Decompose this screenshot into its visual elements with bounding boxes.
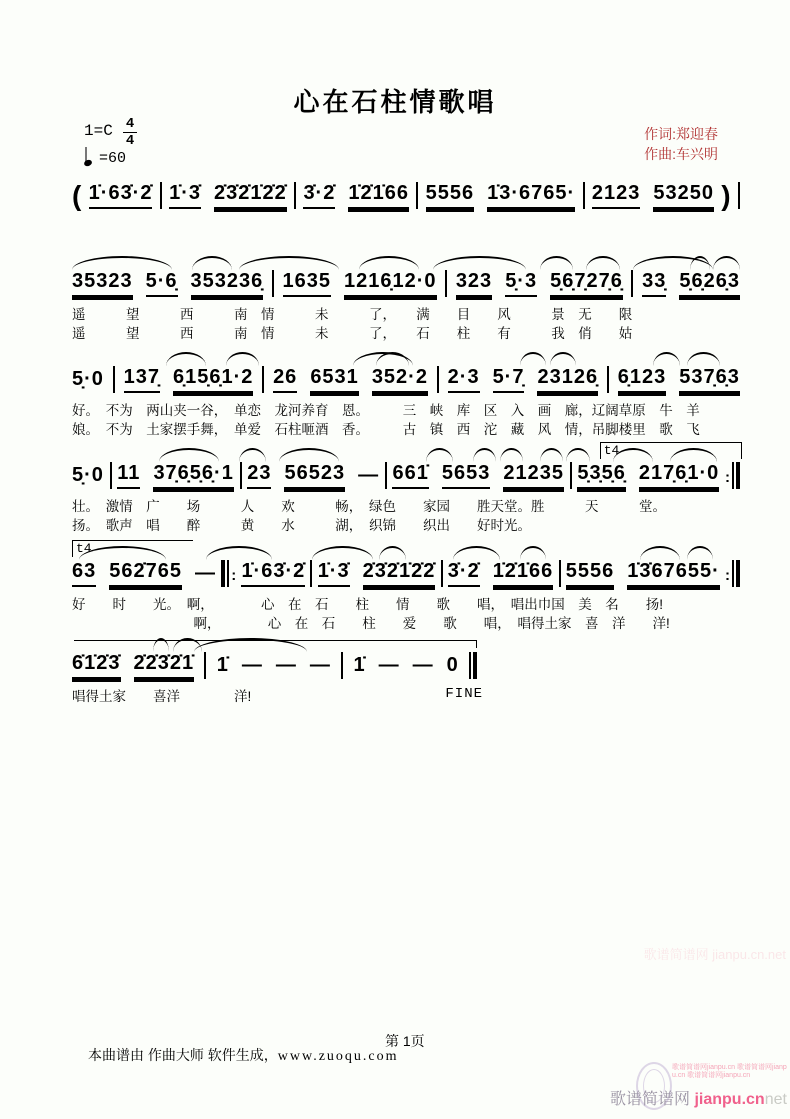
slur-arc bbox=[586, 256, 619, 270]
note-group: 1̇·3̇ bbox=[169, 182, 201, 209]
barline bbox=[385, 462, 387, 489]
barline-stroke bbox=[732, 462, 734, 489]
note-group: — bbox=[309, 654, 331, 676]
lyrics-line: 遥 望 西 南 情 未 了， 满 目 风 景 无 限 bbox=[72, 307, 633, 322]
music-system bbox=[72, 160, 740, 209]
notes-row bbox=[72, 652, 477, 679]
song-title: 心在石柱情歌唱 bbox=[293, 87, 497, 117]
generator-credit bbox=[88, 1045, 399, 1065]
barline bbox=[272, 270, 274, 297]
slur-arc bbox=[566, 448, 589, 462]
measure bbox=[241, 560, 305, 587]
note-group: 5̣6̣7̣27̣6̣ bbox=[550, 270, 623, 297]
note-group: 5̣·0 bbox=[72, 368, 104, 390]
measure bbox=[169, 182, 287, 209]
barline bbox=[341, 652, 343, 679]
barline bbox=[469, 652, 477, 679]
note-group: 2̇2̇3̇2̇1̇ bbox=[134, 652, 195, 679]
measure bbox=[592, 182, 714, 209]
note-group: 562̇765 bbox=[109, 560, 182, 587]
note-group: 1̇3̇67655· bbox=[627, 560, 720, 587]
barline-stroke bbox=[441, 560, 443, 587]
note-group: 5556 bbox=[426, 182, 475, 209]
measure bbox=[72, 652, 194, 679]
slur-arc bbox=[206, 546, 273, 560]
note-group: 5653 bbox=[442, 462, 491, 489]
barline-stroke bbox=[631, 270, 633, 297]
measure bbox=[456, 270, 623, 297]
measure bbox=[124, 366, 254, 393]
slur-arc bbox=[226, 352, 259, 366]
barline-stroke bbox=[416, 182, 418, 209]
slur-arc bbox=[540, 448, 563, 462]
note-group: 1635 bbox=[283, 270, 332, 297]
generator-url: www.zuoqu.com bbox=[277, 1049, 399, 1064]
measure bbox=[217, 654, 331, 679]
lyrics-line: 啊， 心 在 石 柱 爱 歌 唱， 唱得土家 喜 洋 洋! bbox=[72, 616, 670, 631]
measure bbox=[117, 462, 234, 489]
measure bbox=[566, 560, 720, 587]
note-group: — bbox=[378, 654, 400, 676]
barline-stroke-thick bbox=[736, 560, 740, 587]
barline-stroke bbox=[262, 366, 264, 393]
slur-arc bbox=[433, 256, 527, 270]
barline-stroke-thick bbox=[736, 462, 740, 489]
note-group: 6531 bbox=[310, 366, 359, 393]
measure bbox=[448, 560, 554, 587]
notes-row bbox=[72, 366, 740, 393]
note-group: 63 bbox=[72, 560, 96, 587]
measure bbox=[72, 270, 263, 297]
note-group: 2̇3̇2̇1̇2̇2̇ bbox=[214, 182, 287, 209]
note-group: 1̇·63̇·2̇ bbox=[89, 182, 153, 209]
slur-arc bbox=[279, 448, 339, 462]
slur-arc bbox=[239, 256, 339, 270]
key-signature bbox=[84, 116, 137, 149]
measure bbox=[392, 462, 564, 489]
barline bbox=[294, 182, 296, 209]
watermark-corner bbox=[610, 1058, 788, 1116]
note-group: 1̇2̇1̇66 bbox=[348, 182, 409, 209]
page-number: 第 1页 bbox=[385, 1033, 425, 1049]
note-group: 5̣3̣5̣6̣ bbox=[577, 462, 626, 489]
note-group: 537̣6̣3 bbox=[679, 366, 740, 393]
barline bbox=[437, 366, 439, 393]
watermark-tiny-text: 歌谱简谱网jianpu.cn 歌谱简谱网jianpu.cn 歌谱简谱网jianpu.cn bbox=[672, 1064, 787, 1079]
lyricist-credit: 作词:郑迎春 bbox=[644, 126, 718, 142]
slur-arc bbox=[359, 256, 419, 270]
measure bbox=[642, 270, 740, 297]
note-group: 6̣15̣6̣1·2 bbox=[173, 366, 253, 393]
note-group: 1̇2̇1̇66 bbox=[493, 560, 554, 587]
note-group: — bbox=[412, 654, 434, 676]
barline-stroke-thick bbox=[473, 652, 477, 679]
barline-stroke bbox=[583, 182, 585, 209]
slur-arc bbox=[379, 546, 406, 560]
time-signature-top: 4 bbox=[123, 117, 137, 133]
music-system bbox=[72, 344, 740, 438]
fine-label: FINE bbox=[445, 686, 483, 702]
watermark-side: 歌谱简谱网 jianpu.cn.net bbox=[643, 947, 786, 962]
slur-arc bbox=[520, 352, 547, 366]
note-group: 23126̣ bbox=[537, 366, 598, 393]
barline bbox=[110, 462, 112, 489]
barline bbox=[631, 270, 633, 297]
note-group: — bbox=[241, 654, 263, 676]
barline-stroke bbox=[294, 182, 296, 209]
barline-stroke bbox=[113, 366, 115, 393]
measure bbox=[577, 462, 719, 489]
barline-stroke bbox=[437, 366, 439, 393]
repeat-dots: : bbox=[724, 469, 730, 486]
note-group: 1̇3·6765· bbox=[487, 182, 575, 209]
measure bbox=[72, 560, 216, 587]
notes-row bbox=[72, 182, 740, 209]
slur-arc bbox=[192, 256, 232, 270]
note-group: 2̇3̇2̇1̇2̇2̇ bbox=[363, 560, 436, 587]
slur-arc bbox=[520, 546, 547, 560]
note-group: 2·3 bbox=[448, 366, 480, 393]
slur-arc bbox=[653, 352, 680, 366]
repeat-dots: : bbox=[231, 567, 237, 584]
barline-stroke bbox=[240, 462, 242, 489]
barline bbox=[445, 270, 447, 297]
barline bbox=[416, 182, 418, 209]
lyrics-line: 唱得土家 喜洋 洋! bbox=[72, 689, 252, 704]
barline-stroke bbox=[272, 270, 274, 297]
note-group: 5556 bbox=[566, 560, 615, 587]
barline bbox=[113, 366, 115, 393]
note-group: 5̣·0 bbox=[72, 464, 104, 486]
barline-stroke bbox=[204, 652, 206, 679]
note-group: 1̇·63̇·2̇ bbox=[241, 560, 305, 587]
note-group: 35323 bbox=[72, 270, 133, 297]
time-signature-bottom: 4 bbox=[125, 133, 135, 149]
slur-arc bbox=[540, 256, 573, 270]
barline bbox=[738, 182, 740, 209]
slur-arc bbox=[453, 546, 500, 560]
barline-stroke bbox=[341, 652, 343, 679]
note-group: 53250 bbox=[653, 182, 714, 209]
notes-row bbox=[72, 462, 740, 489]
volta-label: t4 bbox=[603, 443, 620, 458]
barline bbox=[160, 182, 162, 209]
note-group: 137̣ bbox=[124, 366, 160, 393]
tempo-value: =60 bbox=[99, 150, 127, 167]
barline-stroke bbox=[110, 462, 112, 489]
open-paren: ( bbox=[72, 180, 82, 211]
slur-arc bbox=[500, 448, 523, 462]
barline-stroke bbox=[570, 462, 572, 489]
note-group: 0 bbox=[446, 654, 459, 676]
barline bbox=[240, 462, 242, 489]
barline-stroke bbox=[559, 560, 561, 587]
note-group: 5·7̣ bbox=[493, 366, 525, 393]
barline-stroke bbox=[385, 462, 387, 489]
watermark-site-net: net bbox=[764, 1091, 787, 1108]
measure bbox=[89, 182, 153, 209]
barline-stroke bbox=[738, 182, 740, 209]
credits bbox=[644, 124, 718, 164]
barline-stroke bbox=[607, 366, 609, 393]
close-paren: ) bbox=[721, 180, 731, 211]
lyrics-line: 扬。 歌声 唱 醉 黄 水 湖， 织锦 织出 好时光。 bbox=[72, 518, 531, 533]
note-group: 23 bbox=[247, 462, 271, 489]
measure bbox=[72, 464, 104, 489]
note-group: 56523 bbox=[284, 462, 345, 489]
key-label: 1=C bbox=[84, 122, 113, 140]
note-group: 6̇1̇2̇3̇ bbox=[72, 652, 121, 679]
note-group: 5·6̣ bbox=[146, 270, 178, 297]
watermark-site-name bbox=[610, 1086, 787, 1109]
measure bbox=[303, 182, 409, 209]
barline bbox=[441, 560, 443, 587]
note-group: 21235 bbox=[503, 462, 564, 489]
note-group: 1216̣12·0 bbox=[344, 270, 437, 297]
barline bbox=[559, 560, 561, 587]
measure bbox=[247, 462, 379, 489]
time-signature bbox=[123, 117, 137, 148]
barline bbox=[725, 462, 740, 489]
note-group: 5̣6̣26̣3 bbox=[679, 270, 740, 297]
repeat-dots: : bbox=[725, 567, 730, 584]
measure bbox=[426, 182, 576, 209]
slur-arc bbox=[239, 448, 266, 462]
slur-arc bbox=[690, 256, 710, 270]
generator-credit-text: 本曲谱由 作曲大师 软件生成， bbox=[88, 1047, 278, 1063]
composer-credit: 作曲:车兴明 bbox=[644, 146, 718, 162]
barline-stroke bbox=[310, 560, 312, 587]
barline bbox=[725, 560, 740, 587]
note-group: 353236̣ bbox=[191, 270, 264, 297]
volta-label: t4 bbox=[76, 541, 92, 556]
watermark-site-pink: jianpu.cn bbox=[694, 1091, 765, 1108]
note-group: 1̇ bbox=[353, 654, 366, 676]
measure bbox=[353, 654, 458, 679]
lyrics-line: 好。 不为 两山夹一谷， 单恋 龙河养育 恩。 三 峡 库 区 入 画 廊，辽阔草原 牛 羊 bbox=[72, 403, 700, 418]
slur-arc bbox=[166, 352, 206, 366]
note-group: — bbox=[275, 654, 297, 676]
slur-arc bbox=[159, 448, 219, 462]
note-group: 2123 bbox=[592, 182, 641, 209]
measure bbox=[618, 366, 740, 393]
barline bbox=[221, 560, 236, 587]
notes-row bbox=[72, 270, 740, 297]
barline bbox=[570, 462, 572, 489]
watermark-site-gray: 歌谱简谱网 bbox=[610, 1091, 691, 1108]
slur-arc bbox=[426, 448, 453, 462]
note-group: 5̣·3 bbox=[505, 270, 537, 297]
note-group: 37̣6̣5̣6̣·1 bbox=[153, 462, 233, 489]
notes-row bbox=[72, 560, 740, 587]
slur-arc bbox=[640, 546, 680, 560]
barline-stroke bbox=[445, 270, 447, 297]
barline-stroke bbox=[732, 560, 734, 587]
measure bbox=[318, 560, 436, 587]
lyrics-line: 遥 望 西 南 情 未 了， 石 柱 有 我 俏 姑 bbox=[72, 326, 633, 341]
measure bbox=[273, 366, 428, 393]
note-group: 217̣6̣1·0 bbox=[639, 462, 719, 489]
note-group: 661̇ bbox=[392, 462, 428, 489]
measure bbox=[283, 270, 437, 297]
barline-stroke bbox=[227, 560, 229, 587]
slur-arc bbox=[550, 352, 577, 366]
barline bbox=[607, 366, 609, 393]
barline bbox=[262, 366, 264, 393]
lyrics-line: 娘。 不为 土家摆手舞， 单爱 石柱咂酒 香。 古 镇 西 沱 藏 风 情，吊脚楼里 歌 飞 bbox=[72, 422, 700, 437]
measure bbox=[72, 368, 104, 393]
note-group: 33̣ bbox=[642, 270, 666, 297]
note-group: 11 bbox=[117, 462, 140, 489]
note-group: 6̣123 bbox=[618, 366, 667, 393]
lyrics-line: 壮。 激情 广 场 人 欢 畅， 绿色 家园 胜天堂。胜 天 堂。 bbox=[72, 499, 666, 514]
music-system bbox=[72, 538, 740, 632]
note-group: 3̇·2̇ bbox=[303, 182, 335, 209]
slur-arc bbox=[312, 546, 372, 560]
note-group: — bbox=[195, 562, 216, 584]
note-group: 1̇·3̇ bbox=[318, 560, 350, 587]
barline bbox=[310, 560, 312, 587]
note-group: 352·2 bbox=[372, 366, 428, 393]
slur-arc bbox=[473, 448, 496, 462]
note-group: 26 bbox=[273, 366, 297, 393]
slur-arc bbox=[687, 352, 720, 366]
barline bbox=[583, 182, 585, 209]
music-system bbox=[72, 248, 740, 342]
barline bbox=[204, 652, 206, 679]
music-system bbox=[72, 440, 740, 534]
lyrics-line: 好 时 光。 啊， 心 在 石 柱 情 歌 唱， 唱出巾国 美 名 扬! bbox=[72, 597, 663, 612]
note-group: 3̇·2̇ bbox=[448, 560, 480, 587]
slur-arc bbox=[687, 546, 714, 560]
slur-arc bbox=[713, 256, 740, 270]
note-group: — bbox=[358, 464, 380, 486]
slur-arc bbox=[72, 256, 172, 270]
music-system bbox=[72, 630, 483, 705]
barline-stroke bbox=[160, 182, 162, 209]
barline-stroke-thick bbox=[221, 560, 225, 587]
measure bbox=[448, 366, 598, 393]
barline-stroke bbox=[469, 652, 471, 679]
note-group: 323 bbox=[456, 270, 492, 297]
note-group: 1̇ bbox=[216, 654, 229, 676]
